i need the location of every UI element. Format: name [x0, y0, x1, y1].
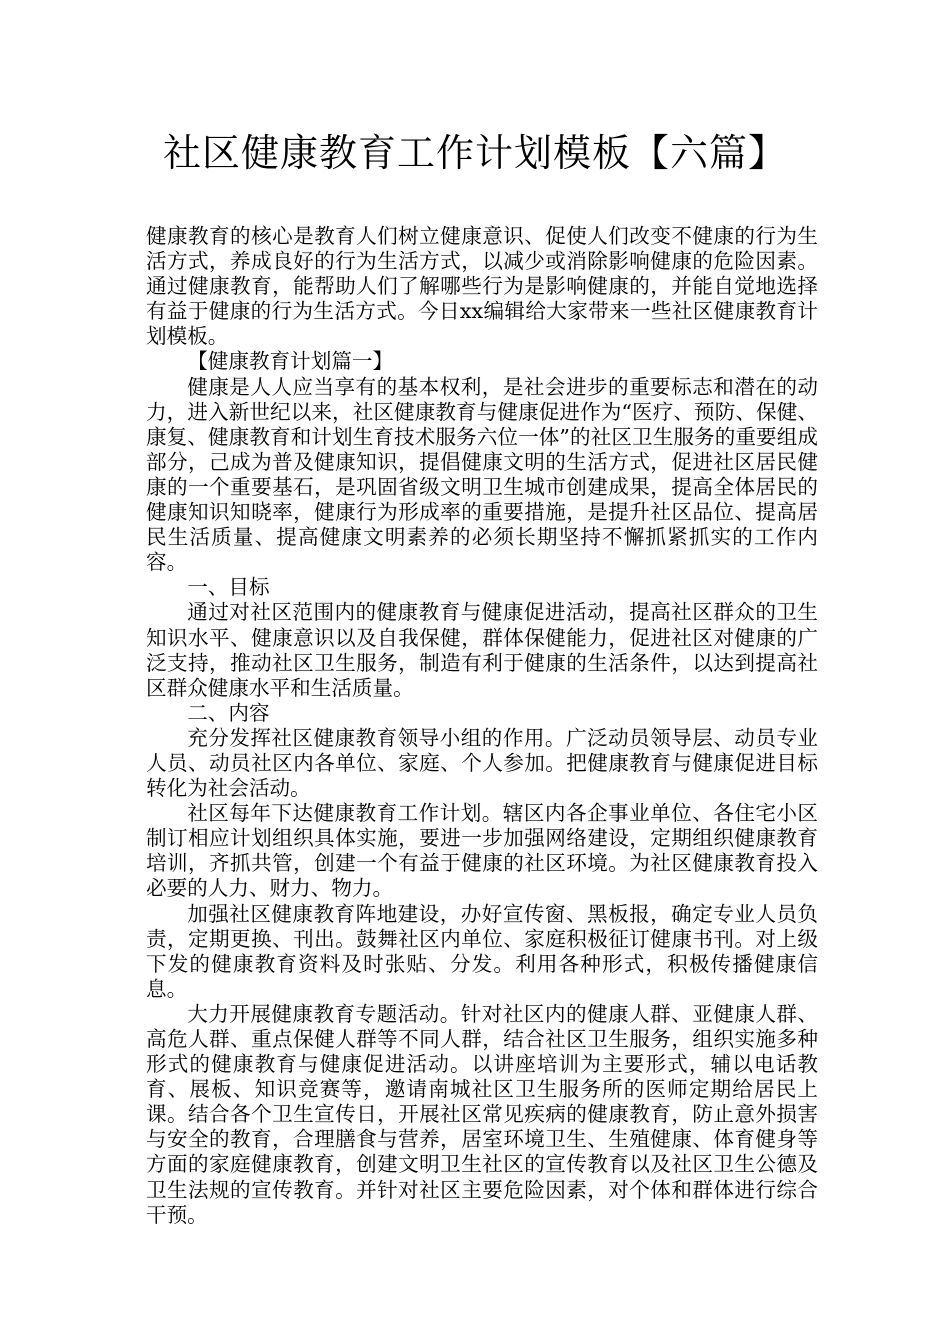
- body-paragraph: 社区每年下达健康教育工作计划。辖区内各企事业单位、各住宅小区制订相应计划组织具体实施，要进一步加强网络建设，定期组织健康教育培训，齐抓共管，创建一个有益于健康的社区环境。为社区健康教育投入必要的人力、财力、物力。: [146, 801, 818, 901]
- body-paragraph: 健康是人人应当享有的基本权利，是社会进步的重要标志和潜在的动力，进入新世纪以来，社区健康教育与健康促进作为“医疗、预防、保健、康复、健康教育和计划生育技术服务六位一体”的社区卫生服务的重要组成部分，己成为普及健康知识，提倡健康文明的生活方式，促进社区居民健康的一个重要基石，是巩固省级文明卫生城市创建成果，提高全体居民的健康知识知晓率，健康行为形成率的重要措施，是提升社区品位、提高居民生活质量、提高健康文明素养的必须长期坚持不懈抓紧抓实的工作内容。: [146, 374, 818, 575]
- section-heading-goals: 一、目标: [187, 575, 270, 600]
- body-paragraph: 大力开展健康教育专题活动。针对社区内的健康人群、亚健康人群、高危人群、重点保健人群等不同人群，结合社区卫生服务，组织实施多种形式的健康教育与健康促进活动。以讲座培训为主要形式，辅以电话教育、展板、知识竞赛等，邀请南城社区卫生服务所的医师定期给居民上课。结合各个卫生宣传日，开展社区常见疾病的健康教育，防止意外损害与安全的教育，合理膳食与营养，居室环境卫生、生殖健康、体育健身等方面的家庭健康教育，创建文明卫生社区的宣传教育以及社区卫生公德及卫生法规的宣传教育。并针对社区主要危险因素，对个体和群体进行综合干预。: [146, 1001, 818, 1227]
- section-heading-plan-one: 【健康教育计划篇一】: [187, 349, 394, 374]
- document-body: [146, 224, 818, 1228]
- section-heading-content: 二、内容: [187, 700, 270, 725]
- intro-paragraph: 健康教育的核心是教育人们树立健康意识、促使人们改变不健康的行为生活方式，养成良好的行为生活方式，以减少或消除影响健康的危险因素。通过健康教育，能帮助人们了解哪些行为是影响健康的，并能自觉地选择有益于健康的行为生活方式。今日xx编辑给大家带来一些社区健康教育计划模板。: [146, 224, 818, 349]
- body-paragraph: 通过对社区范围内的健康教育与健康促进活动，提高社区群众的卫生知识水平、健康意识以及自我保健，群体保健能力，促进社区对健康的广泛支持，推动社区卫生服务，制造有利于健康的生活条件，以达到提高社区群众健康水平和生活质量。: [146, 600, 818, 700]
- document-title: 社区健康教育工作计划模板【六篇】: [162, 131, 787, 175]
- body-paragraph: 充分发挥社区健康教育领导小组的作用。广泛动员领导层、动员专业人员、动员社区内各单位、家庭、个人参加。把健康教育与健康促进目标转化为社会活动。: [146, 725, 818, 801]
- body-paragraph: 加强社区健康教育阵地建设，办好宣传窗、黑板报，确定专业人员负责，定期更换、刊出。鼓舞社区内单位、家庭积极征订健康书刊。对上级下发的健康教育资料及时张贴、分发。利用各种形式，积极传播健康信息。: [146, 901, 818, 1001]
